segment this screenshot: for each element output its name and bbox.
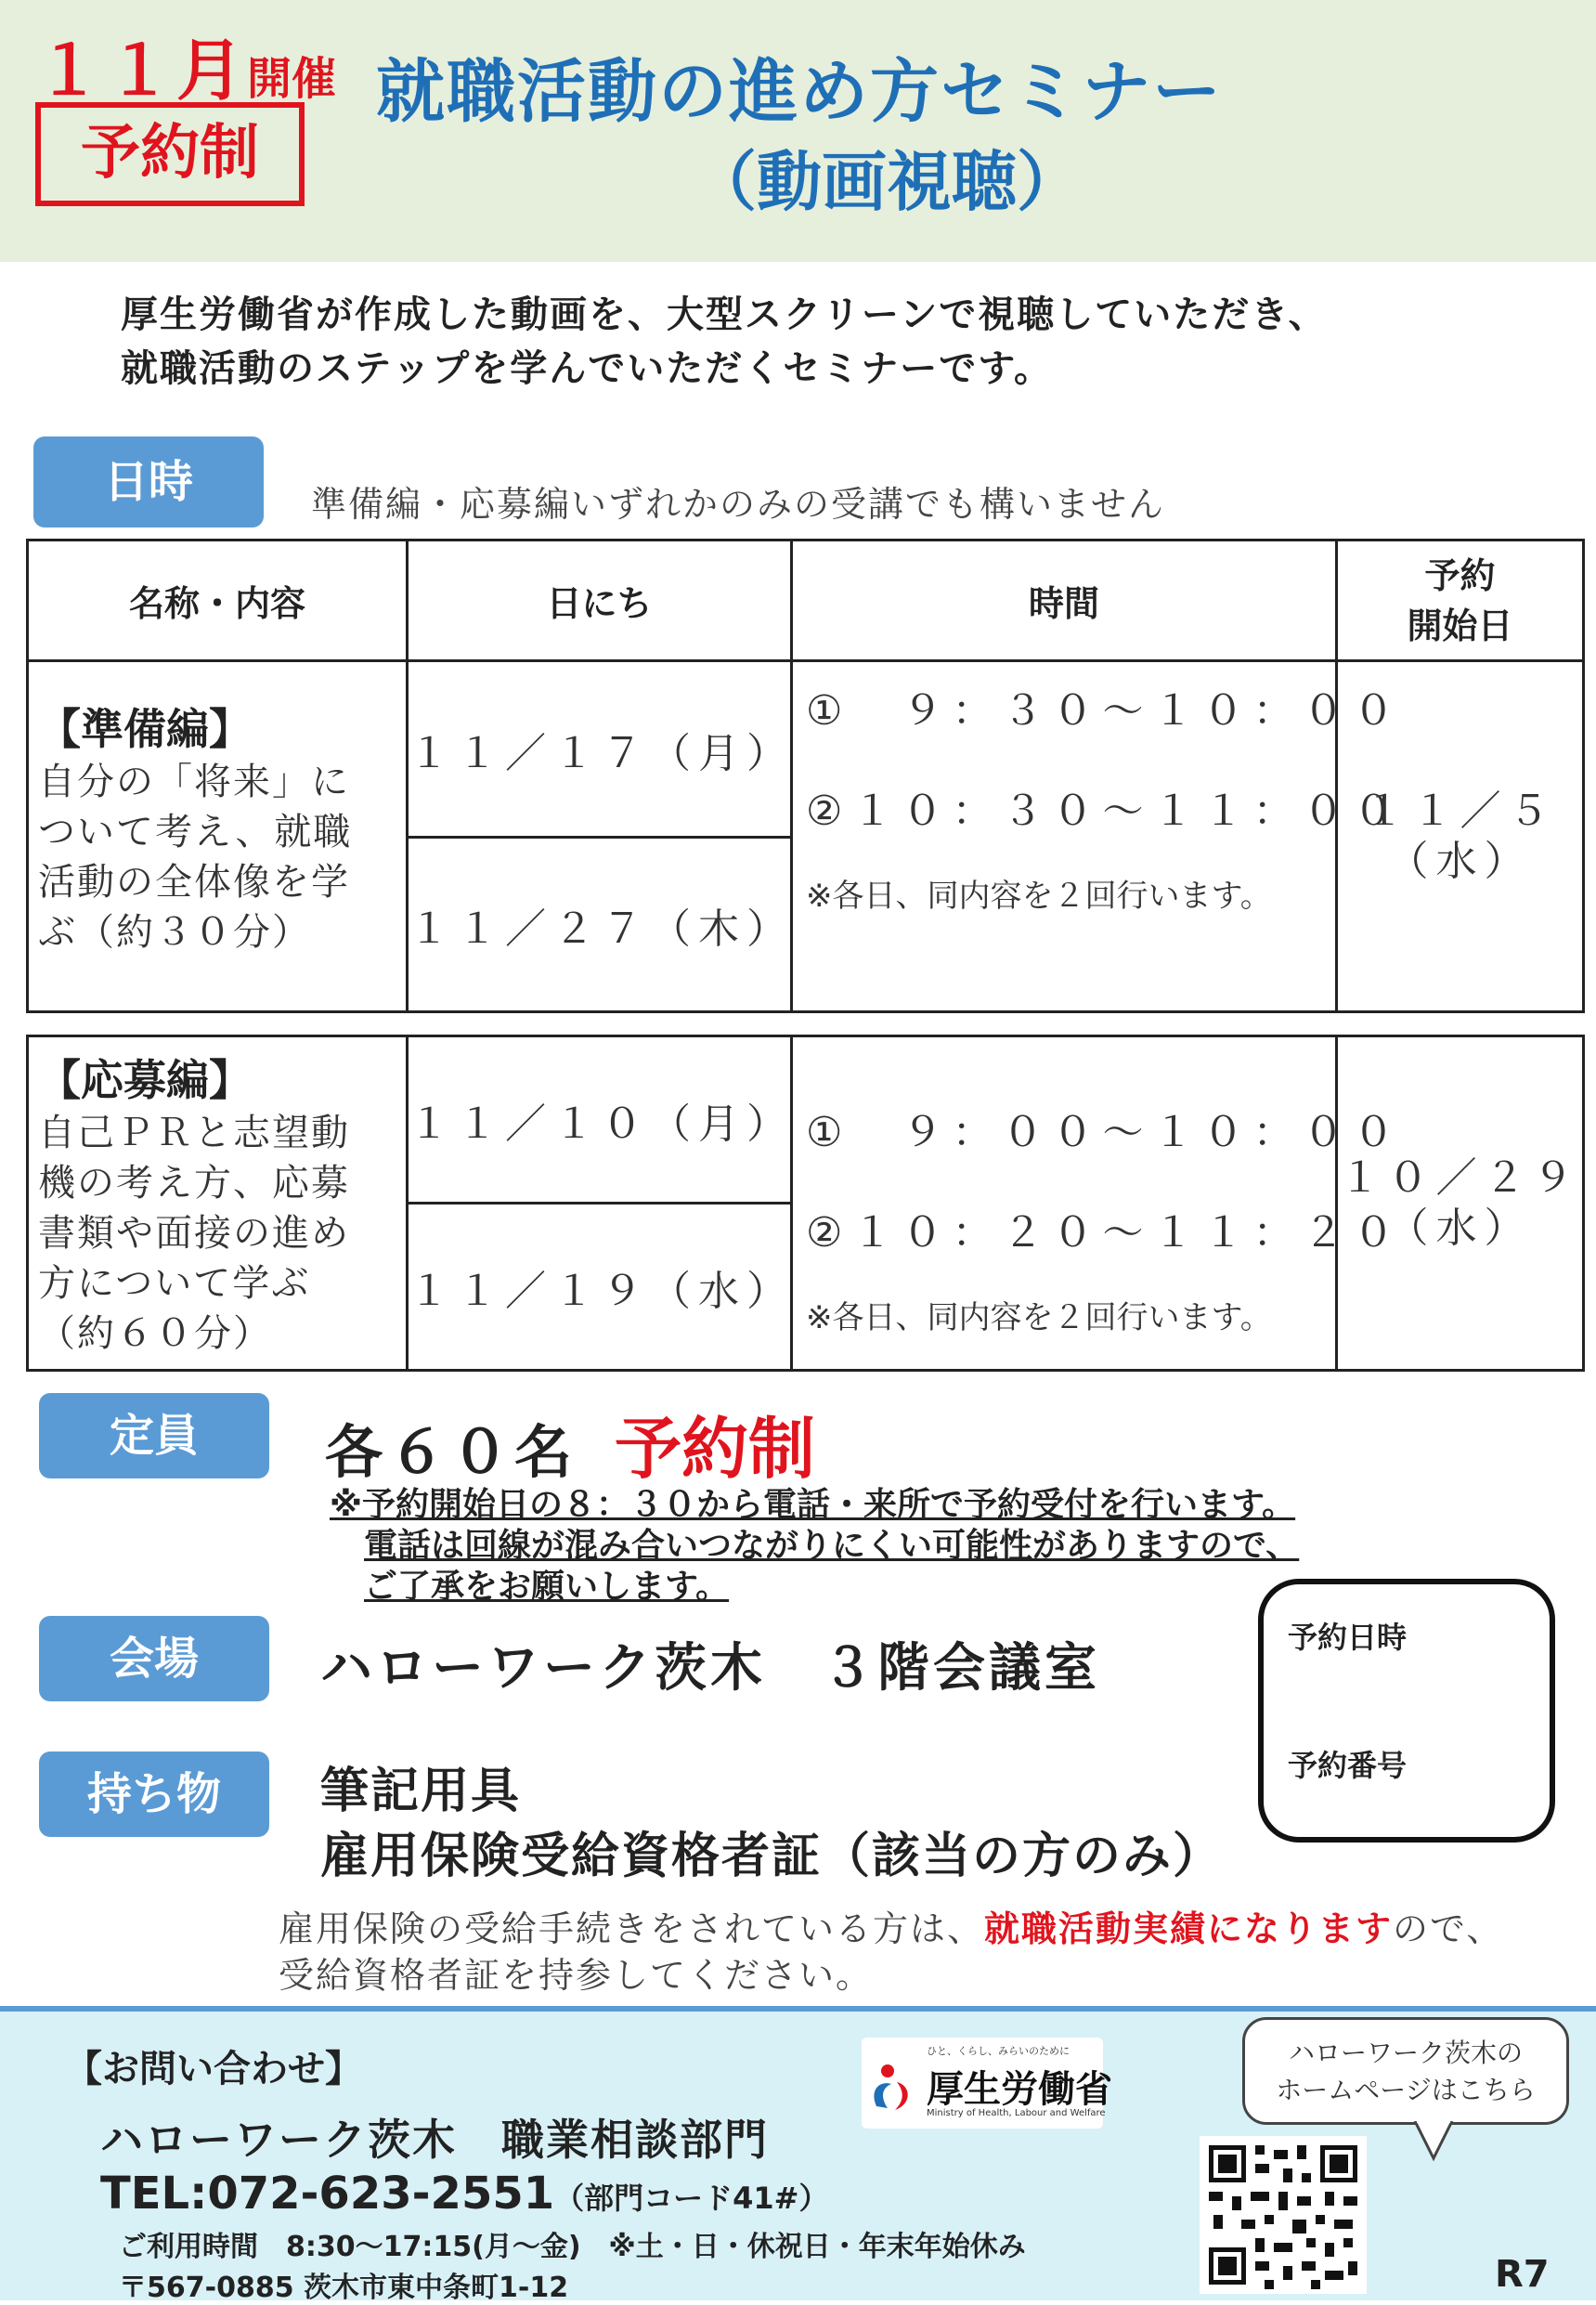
contact-tel <box>100 2168 829 2220</box>
start-weekday: （水） <box>1387 837 1533 885</box>
belongings-note: 雇用保険の受給手続きをされている方は、就職活動実績になりますので、 <box>279 1908 1504 1949</box>
capacity-note: ※予約開始日の８：３０から電話・来所で予約受付を行います。 <box>330 1486 1296 1524</box>
desc-line: ついて考え、就職 <box>38 811 353 853</box>
desc-line: （約６０分） <box>38 1312 272 1355</box>
dept-code: （部門コード41#） <box>554 2181 829 2216</box>
ministry-tagline: ひと、くらし、みらいのために <box>927 2045 1070 2057</box>
month-heading: １１月開催 <box>35 32 337 110</box>
prep-description <box>28 661 408 1012</box>
intro-text <box>121 288 1328 396</box>
time-note: ※各日、同内容を２回行います。 <box>806 1299 1272 1336</box>
header-start <box>1337 540 1584 661</box>
belongings-item: 筆記用具 <box>320 1764 522 1819</box>
memo-reservation-number: 予約番号 <box>1288 1748 1408 1783</box>
memo-reservation-datetime: 予約日時 <box>1288 1620 1408 1655</box>
reservation-memo-box <box>1258 1579 1555 1843</box>
callout-line: ハローワーク茨木の <box>1288 2038 1523 2068</box>
venue-label: 会場 <box>39 1616 269 1701</box>
desc-line: 方について学ぶ <box>38 1262 311 1305</box>
apply-date-2: １１／１９（水） <box>408 1204 792 1371</box>
prep-date-1: １１／１７（月） <box>408 661 792 838</box>
desc-line: 書類や面接の進め <box>38 1212 350 1255</box>
belongings-label: 持ち物 <box>39 1752 269 1837</box>
schedule-table-prep <box>26 539 1585 1013</box>
start-date: １０／２９ <box>1339 1153 1581 1202</box>
desc-line: ぶ（約３０分） <box>38 911 311 954</box>
time-note: ※各日、同内容を２回行います。 <box>806 878 1272 915</box>
apply-date-1: １１／１０（月） <box>408 1036 792 1204</box>
page-title: 就職活動の進め方セミナー <box>376 52 1223 132</box>
start-date: １１／５ <box>1363 787 1557 835</box>
time-slot: ① ９：３０～１０：００ <box>806 687 1404 735</box>
homepage-callout <box>1242 2017 1569 2125</box>
prep-desc <box>38 757 396 957</box>
desc-line: 活動の全体像を学 <box>38 861 350 904</box>
belongings-item: 雇用保険受給資格者証（該当の方のみ） <box>320 1829 1224 1884</box>
desc-line: 自分の「将来」に <box>38 761 350 803</box>
page-subtitle: （動画視聴） <box>692 144 1082 220</box>
callout-tail <box>1411 2121 1467 2162</box>
capacity-count: 各６０名 <box>325 1418 578 1486</box>
capacity-note: ご了承をお願いします。 <box>364 1568 730 1606</box>
datetime-label: 日時 <box>33 436 264 527</box>
office-name: ハローワーク茨木 職業相談部門 <box>100 2115 769 2165</box>
ministry-name: 厚生労働省 <box>927 2068 1112 2111</box>
datetime-note: 準備編・応募編いずれかのみの受講でも構いません <box>311 484 1166 525</box>
capacity-label: 定員 <box>39 1393 269 1478</box>
header-start-line: 予約 <box>1424 554 1496 596</box>
desc-line: 機の考え方、応募 <box>38 1162 350 1205</box>
time-slot: ②１０：３０～１１：００ <box>806 788 1404 835</box>
tel-number: TEL:072-623-2551 <box>100 2168 555 2220</box>
office-hours: ご利用時間 8:30～17:15(月～金) ※土・日・休祝日・年末年始休み <box>119 2231 1026 2263</box>
desc-line: 自己ＰＲと志望動 <box>38 1112 350 1154</box>
start-weekday: （水） <box>1387 1204 1533 1252</box>
apply-start-date <box>1337 1036 1584 1371</box>
ministry-logo <box>862 2038 1112 2129</box>
intro-line: 厚生労働省が作成した動画を、大型スクリーンで視聴していただき、 <box>121 293 1328 336</box>
office-address: 〒567-0885 茨木市東中条町1-12 <box>119 2272 569 2304</box>
apply-title: 【応募編】 <box>38 1055 252 1105</box>
ministry-mark-icon <box>869 2058 919 2114</box>
apply-description <box>28 1036 408 1371</box>
intro-line: 就職活動のステップを学んでいただくセミナーです。 <box>121 347 1053 390</box>
homepage-qr-code[interactable] <box>1200 2136 1367 2294</box>
header-time: 時間 <box>792 540 1337 661</box>
header-start-line: 開始日 <box>1407 605 1513 646</box>
prep-title: 【準備編】 <box>38 704 252 754</box>
apply-times <box>792 1036 1404 1371</box>
edition-code: R7 <box>1495 2253 1550 2296</box>
qr-code-icon <box>1200 2136 1367 2294</box>
header-date: 日にち <box>408 540 792 661</box>
callout-line: ホームページはこちら <box>1276 2075 1536 2105</box>
prep-date-2: １１／２７（木） <box>408 838 792 1012</box>
capacity-reservation: 予約制 <box>615 1410 816 1488</box>
belongings-note: 受給資格者証を持参してください。 <box>279 1955 874 1996</box>
header-name: 名称・内容 <box>28 540 408 661</box>
contact-label: 【お問い合わせ】 <box>65 2048 362 2090</box>
apply-desc <box>38 1108 396 1359</box>
ministry-name-en: Ministry of Health, Labour and Welfare <box>927 2108 1106 2118</box>
capacity-value <box>325 1395 815 1491</box>
reservation-badge: 予約制 <box>35 102 305 206</box>
schedule-table-apply <box>26 1035 1585 1372</box>
prep-times <box>792 661 1404 1012</box>
time-slot: ① ９：００～１０：００ <box>806 1109 1404 1156</box>
venue-value: ハローワーク茨木 ３階会議室 <box>320 1638 1100 1699</box>
time-slot: ②１０：２０～１１：２０ <box>806 1209 1404 1257</box>
capacity-note: 電話は回線が混み合いつながりにくい可能性がありますので、 <box>364 1527 1300 1565</box>
